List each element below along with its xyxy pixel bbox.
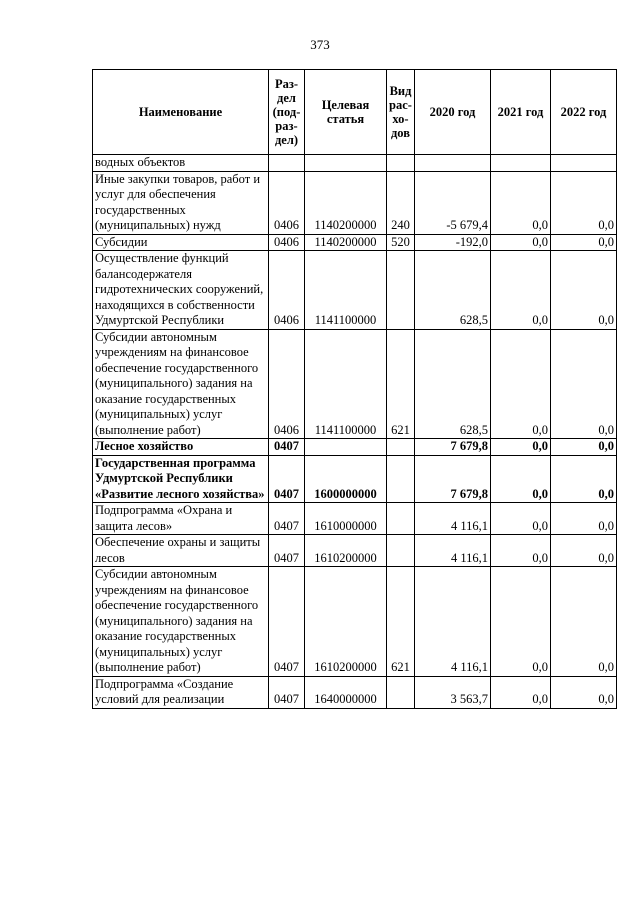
cell-2020: 3 563,7 [415, 676, 491, 708]
cell-target: 1140200000 [305, 234, 387, 251]
cell-section: 0407 [269, 676, 305, 708]
cell-target: 1140200000 [305, 171, 387, 234]
cell-target: 1640000000 [305, 676, 387, 708]
cell-name: Обеспечение охраны и защиты лесов [93, 535, 269, 567]
header-2022: 2022 год [551, 70, 617, 155]
cell-name: Осуществление функций балансодержателя гидротехнических сооружений, находящихся в собственности Удмуртской Республики [93, 251, 269, 330]
cell-2020: -192,0 [415, 234, 491, 251]
cell-expense: 621 [387, 567, 415, 677]
cell-expense: 520 [387, 234, 415, 251]
cell-target: 1141100000 [305, 251, 387, 330]
cell-2021: 0,0 [491, 503, 551, 535]
cell-name: Субсидии автономным учреждениям на финансовое обеспечение государственного (муниципального) задания на оказание государственных (муниципальных) услуг (выполнение работ) [93, 329, 269, 439]
table-row [93, 439, 617, 456]
cell-section: 0406 [269, 329, 305, 439]
cell-2021: 0,0 [491, 567, 551, 677]
table-row [93, 535, 617, 567]
cell-2020: 628,5 [415, 251, 491, 330]
cell-name: Подпрограмма «Охрана и защита лесов» [93, 503, 269, 535]
cell-2022: 0,0 [551, 567, 617, 677]
cell-target [305, 155, 387, 172]
cell-name: Подпрограмма «Создание условий для реализации [93, 676, 269, 708]
cell-2021: 0,0 [491, 535, 551, 567]
cell-target: 1141100000 [305, 329, 387, 439]
table-row [93, 234, 617, 251]
cell-section: 0407 [269, 503, 305, 535]
cell-section: 0407 [269, 439, 305, 456]
cell-name: Лесное хозяйство [93, 439, 269, 456]
header-expense: Вид рас- хо- дов [387, 70, 415, 155]
cell-expense [387, 676, 415, 708]
table-row [93, 329, 617, 439]
cell-2020: 4 116,1 [415, 567, 491, 677]
cell-target: 1610200000 [305, 567, 387, 677]
table-header-row [93, 70, 617, 155]
cell-expense [387, 251, 415, 330]
cell-expense [387, 455, 415, 503]
header-2020: 2020 год [415, 70, 491, 155]
cell-section: 0407 [269, 455, 305, 503]
cell-section: 0407 [269, 567, 305, 677]
cell-name: Иные закупки товаров, работ и услуг для обеспечения государственных (муниципальных) нужд [93, 171, 269, 234]
cell-expense: 621 [387, 329, 415, 439]
cell-target: 1600000000 [305, 455, 387, 503]
cell-expense: 240 [387, 171, 415, 234]
table-row [93, 171, 617, 234]
table-row [93, 155, 617, 172]
cell-section: 0406 [269, 234, 305, 251]
cell-name: Государственная программа Удмуртской Республики «Развитие лесного хозяйства» [93, 455, 269, 503]
page-number: 373 [310, 37, 330, 52]
cell-2022: 0,0 [551, 251, 617, 330]
cell-2020 [415, 155, 491, 172]
table-row [93, 503, 617, 535]
table-row [93, 567, 617, 677]
cell-target: 1610200000 [305, 535, 387, 567]
header-name: Наименование [93, 70, 269, 155]
cell-2021: 0,0 [491, 171, 551, 234]
table-row [93, 455, 617, 503]
header-section: Раз- дел (под- раз- дел) [269, 70, 305, 155]
cell-2021: 0,0 [491, 455, 551, 503]
cell-target [305, 439, 387, 456]
cell-2020: -5 679,4 [415, 171, 491, 234]
cell-2021: 0,0 [491, 329, 551, 439]
cell-2020: 4 116,1 [415, 503, 491, 535]
cell-2022 [551, 155, 617, 172]
cell-section: 0406 [269, 171, 305, 234]
cell-2022: 0,0 [551, 234, 617, 251]
cell-expense [387, 439, 415, 456]
cell-2022: 0,0 [551, 503, 617, 535]
cell-2021 [491, 155, 551, 172]
table-row [93, 251, 617, 330]
cell-2020: 7 679,8 [415, 455, 491, 503]
cell-expense [387, 155, 415, 172]
cell-section: 0406 [269, 251, 305, 330]
cell-expense [387, 535, 415, 567]
cell-2022: 0,0 [551, 535, 617, 567]
cell-2022: 0,0 [551, 171, 617, 234]
cell-2021: 0,0 [491, 676, 551, 708]
cell-2020: 7 679,8 [415, 439, 491, 456]
cell-2022: 0,0 [551, 329, 617, 439]
header-2021: 2021 год [491, 70, 551, 155]
cell-name: Субсидии [93, 234, 269, 251]
cell-2020: 628,5 [415, 329, 491, 439]
cell-section: 0407 [269, 535, 305, 567]
cell-2020: 4 116,1 [415, 535, 491, 567]
cell-2021: 0,0 [491, 234, 551, 251]
cell-name: Субсидии автономным учреждениям на финансовое обеспечение государственного (муниципального) задания на оказание государственных (муниципальных) услуг (выполнение работ) [93, 567, 269, 677]
cell-target: 1610000000 [305, 503, 387, 535]
cell-2022: 0,0 [551, 676, 617, 708]
cell-2022: 0,0 [551, 439, 617, 456]
budget-table [92, 69, 617, 709]
cell-section [269, 155, 305, 172]
cell-2022: 0,0 [551, 455, 617, 503]
cell-expense [387, 503, 415, 535]
cell-2021: 0,0 [491, 439, 551, 456]
table-row [93, 676, 617, 708]
cell-2021: 0,0 [491, 251, 551, 330]
cell-name: водных объектов [93, 155, 269, 172]
header-target: Целевая статья [305, 70, 387, 155]
